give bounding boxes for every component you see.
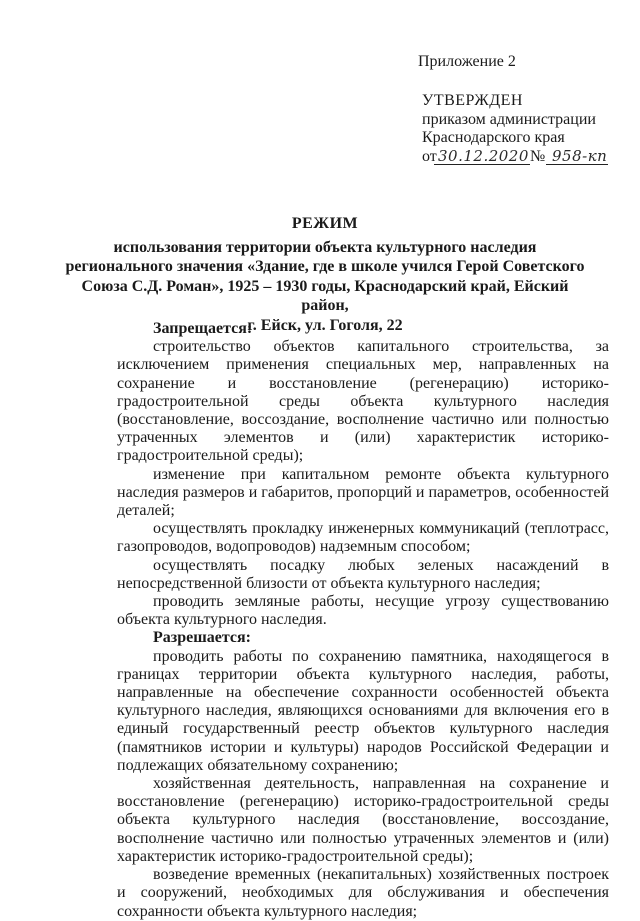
order-date-handwritten: 30.12.2020: [438, 146, 529, 165]
document-subtitle-line-1: использования территории объекта культурного наследия: [113, 238, 537, 256]
prohibited-item: осуществлять прокладку инженерных коммуникаций (теплотрасс, газопроводов, водопроводов) надземным способом;: [117, 520, 609, 556]
document-title: РЕЖИМ: [291, 215, 359, 232]
order-number-underline: [546, 164, 608, 165]
section-heading-permitted: Разрешается:: [153, 629, 251, 647]
permitted-item: проводить работы по сохранению памятника, находящегося в границах территории объекта культурного наследия, работы, направленные на обеспечение сохранности особенностей объекта культурного наследия, являющихся основаниями для включения его в единый государственный реестр объектов культурного наследия (памятников истории и культуры) народов Российской Федерации и подлежащих обязательному сохранению;: [117, 647, 609, 774]
permitted-item: хозяйственная деятельность, направленная на сохранение и восстановление (регенерацию) историко-градостроительной среды объекта культурного наследия (восстановление, воссоздание, восполнение частично или полностью утраченных элементов и (или) характеристик историко-градостроительной среды);: [117, 775, 609, 865]
document-subtitle-line-3: Союза С.Д. Роман», 1925 – 1930 годы, Краснодарский край, Ейский район,: [81, 277, 569, 314]
prohibited-item: изменение при капитальном ремонте объекта культурного наследия размеров и габаритов, пропорций и параметров, особенностей деталей;: [117, 465, 609, 520]
prohibited-item: строительство объектов капитального строительства, за исключением применения специальных мер, направленных на сохранение и восстановление (регенерацию) историко-градостроительной среды объекта культурного наследия (восстановление, воссоздание, восполнение частично или полностью утраченных элементов и (или) характеристик историко-градостроительной среды);: [117, 338, 609, 465]
approved-by-line-2: Краснодарского края: [422, 129, 565, 147]
appendix-label: Приложение 2: [418, 53, 516, 70]
prohibited-item: осуществлять посадку любых зеленых насаждений в непосредственной близости от объекта культурного наследия;: [117, 556, 609, 592]
approved-by-line-1: приказом администрации: [422, 111, 596, 129]
prohibited-item: проводить земляные работы, несущие угрозу существованию объекта культурного наследия.: [117, 593, 609, 629]
document-title-block: [60, 214, 590, 335]
order-prefix: от: [422, 147, 437, 165]
order-date-underline: [434, 164, 530, 165]
permitted-item: возведение временных (некапитальных) хозяйственных построек и сооружений, необходимых для обслуживания и обеспечения сохранности объекта культурного наследия;: [117, 866, 609, 920]
document-subtitle-line-2: регионального значения «Здание, где в школе учился Герой Советского: [65, 258, 585, 275]
approved-stamp-title: УТВЕРЖДЕН: [422, 92, 523, 109]
approval-block: [422, 92, 632, 166]
document-body: [117, 320, 609, 921]
section-heading-prohibited: Запрещается:: [153, 320, 253, 337]
order-line: [422, 148, 632, 166]
order-number-handwritten: 958-кп: [552, 146, 608, 165]
order-number-label: №: [530, 147, 546, 165]
document-subtitle-line-4: г. Ейск, ул. Гоголя, 22: [247, 316, 403, 334]
